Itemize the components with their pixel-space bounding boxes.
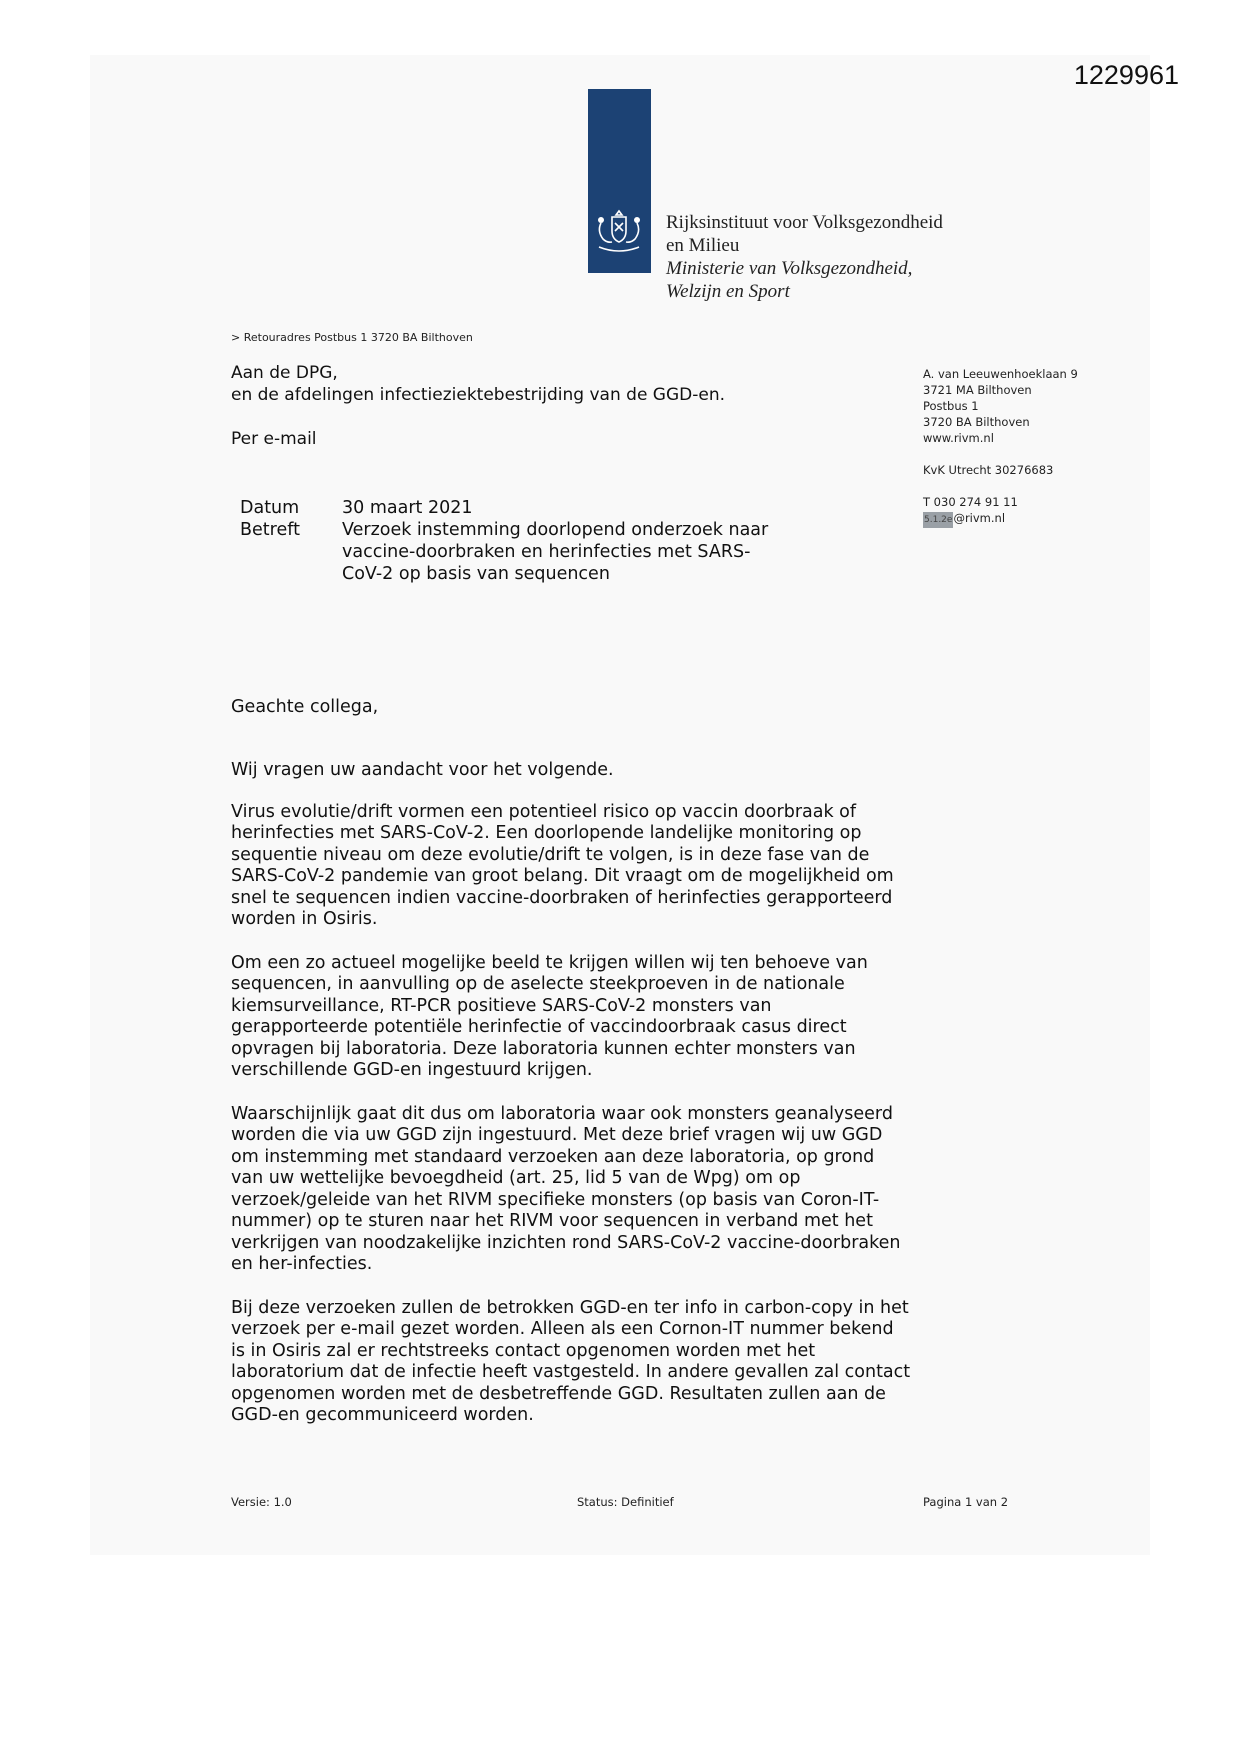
org-line-2: en Milieu [666, 235, 740, 256]
sender-kvk: KvK Utrecht 30276683 [923, 463, 1054, 477]
ministry-line-1: Ministerie van Volksgezondheid, [666, 258, 913, 279]
sender-postbus-city: 3720 BA Bilthoven [923, 415, 1030, 429]
addressee-line-1: Aan de DPG, [231, 363, 338, 383]
document-id: 1229961 [1073, 60, 1179, 90]
paragraph: Wij vragen uw aandacht voor het volgende. [231, 760, 614, 780]
redaction-mark: 5.1.2e [923, 512, 953, 528]
sender-website[interactable]: www.rivm.nl [923, 431, 994, 445]
addressee-block [231, 362, 725, 450]
ministry-line-2: Welzijn en Sport [666, 281, 790, 302]
coat-of-arms-icon [593, 207, 645, 255]
paragraph: Om een zo actueel mogelijke beeld te krijgen willen wij ten behoeve van sequencen, in aanvulling op de aselecte steekproeven in de nationale kiemsurveillance, RT-PCR positieve SARS-CoV-2 monsters van gerapporteerde potentiële herinfectie of vaccindoorbraak casus direct opvragen bij laboratoria. Deze laboratoria kunnen echter monsters van verschillende GGD-en ingestuurd krijgen. [231, 952, 868, 1080]
sender-street: A. van Leeuwenhoeklaan 9 [923, 367, 1078, 381]
letter-body [231, 760, 911, 1449]
paragraph: Waarschijnlijk gaat dit dus om laboratoria waar ook monsters geanalyseerd worden die via uw GGD zijn ingestuurd. Met deze brief vragen wij uw GGD om instemming met standaard verzoeken aan deze laboratoria, op grond van uw wettelijke bevoegdheid (art. 25, lid 5 van de Wpg) om op verzoek/geleide van het RIVM specifieke monsters (op basis van Coron-IT- nummer) op te sturen naar het RIVM voor sequencen in verband met het verkrijgen van noodzakelijke inzichten rond SARS-CoV-2 vaccine-doorbraken en her-infecties. [231, 1103, 901, 1274]
paragraph: Virus evolutie/drift vormen een potentieel risico op vaccin doorbraak of herinfecties met SARS-CoV-2. Een doorlopende landelijke monitoring op sequentie niveau om deze evolutie/drift te volgen, is in deze fase van de SARS-CoV-2 pandemie van groot belang. Dit vraagt om de mogelijkheid om snel te sequencen indien vaccine-doorbraken of herinfecties gerapporteerd worden in Osiris. [231, 801, 894, 929]
sender-email[interactable] [923, 510, 1078, 528]
footer-version: Versie: 1.0 [231, 1495, 292, 1509]
date-value: 30 maart 2021 [342, 498, 473, 518]
logo-band [588, 89, 651, 273]
salutation: Geachte collega, [231, 697, 379, 717]
footer-page-number: Pagina 1 van 2 [923, 1495, 1009, 1509]
paragraph: Bij deze verzoeken zullen de betrokken GGD-en ter info in carbon-copy in het verzoek per e-mail gezet worden. Alleen als een Cornon-IT nummer bekend is in Osiris zal er rechtstreeks contact opgenomen worden met het laboratorium dat de infectie heeft vastgesteld. In andere gevallen zal contact opgenomen worden met de desbetreffende GGD. Resultaten zullen aan de GGD-en gecommuniceerd worden. [231, 1297, 911, 1425]
sender-postbus: Postbus 1 [923, 399, 979, 413]
sender-email-domain: @rivm.nl [953, 511, 1006, 525]
organization-name [666, 211, 943, 303]
date-label: Datum [240, 498, 300, 518]
subject-label: Betreft [240, 520, 300, 540]
return-address: > Retouradres Postbus 1 3720 BA Bilthoven [231, 331, 473, 344]
delivery-method: Per e-mail [231, 429, 317, 449]
sender-phone: T 030 274 91 11 [923, 495, 1018, 509]
sender-city: 3721 MA Bilthoven [923, 383, 1032, 397]
footer-status: Status: Definitief [577, 1495, 674, 1509]
letter-meta [240, 497, 802, 585]
subject-value: Verzoek instemming doorlopend onderzoek naar vaccine-doorbraken en herinfecties met SARS-CoV-2 op basis van sequencen [342, 520, 769, 584]
addressee-line-2: en de afdelingen infectieziektebestrijding van de GGD-en. [231, 385, 726, 405]
sender-address-block [923, 366, 1078, 528]
org-line-1: Rijksinstituut voor Volksgezondheid [666, 212, 943, 233]
